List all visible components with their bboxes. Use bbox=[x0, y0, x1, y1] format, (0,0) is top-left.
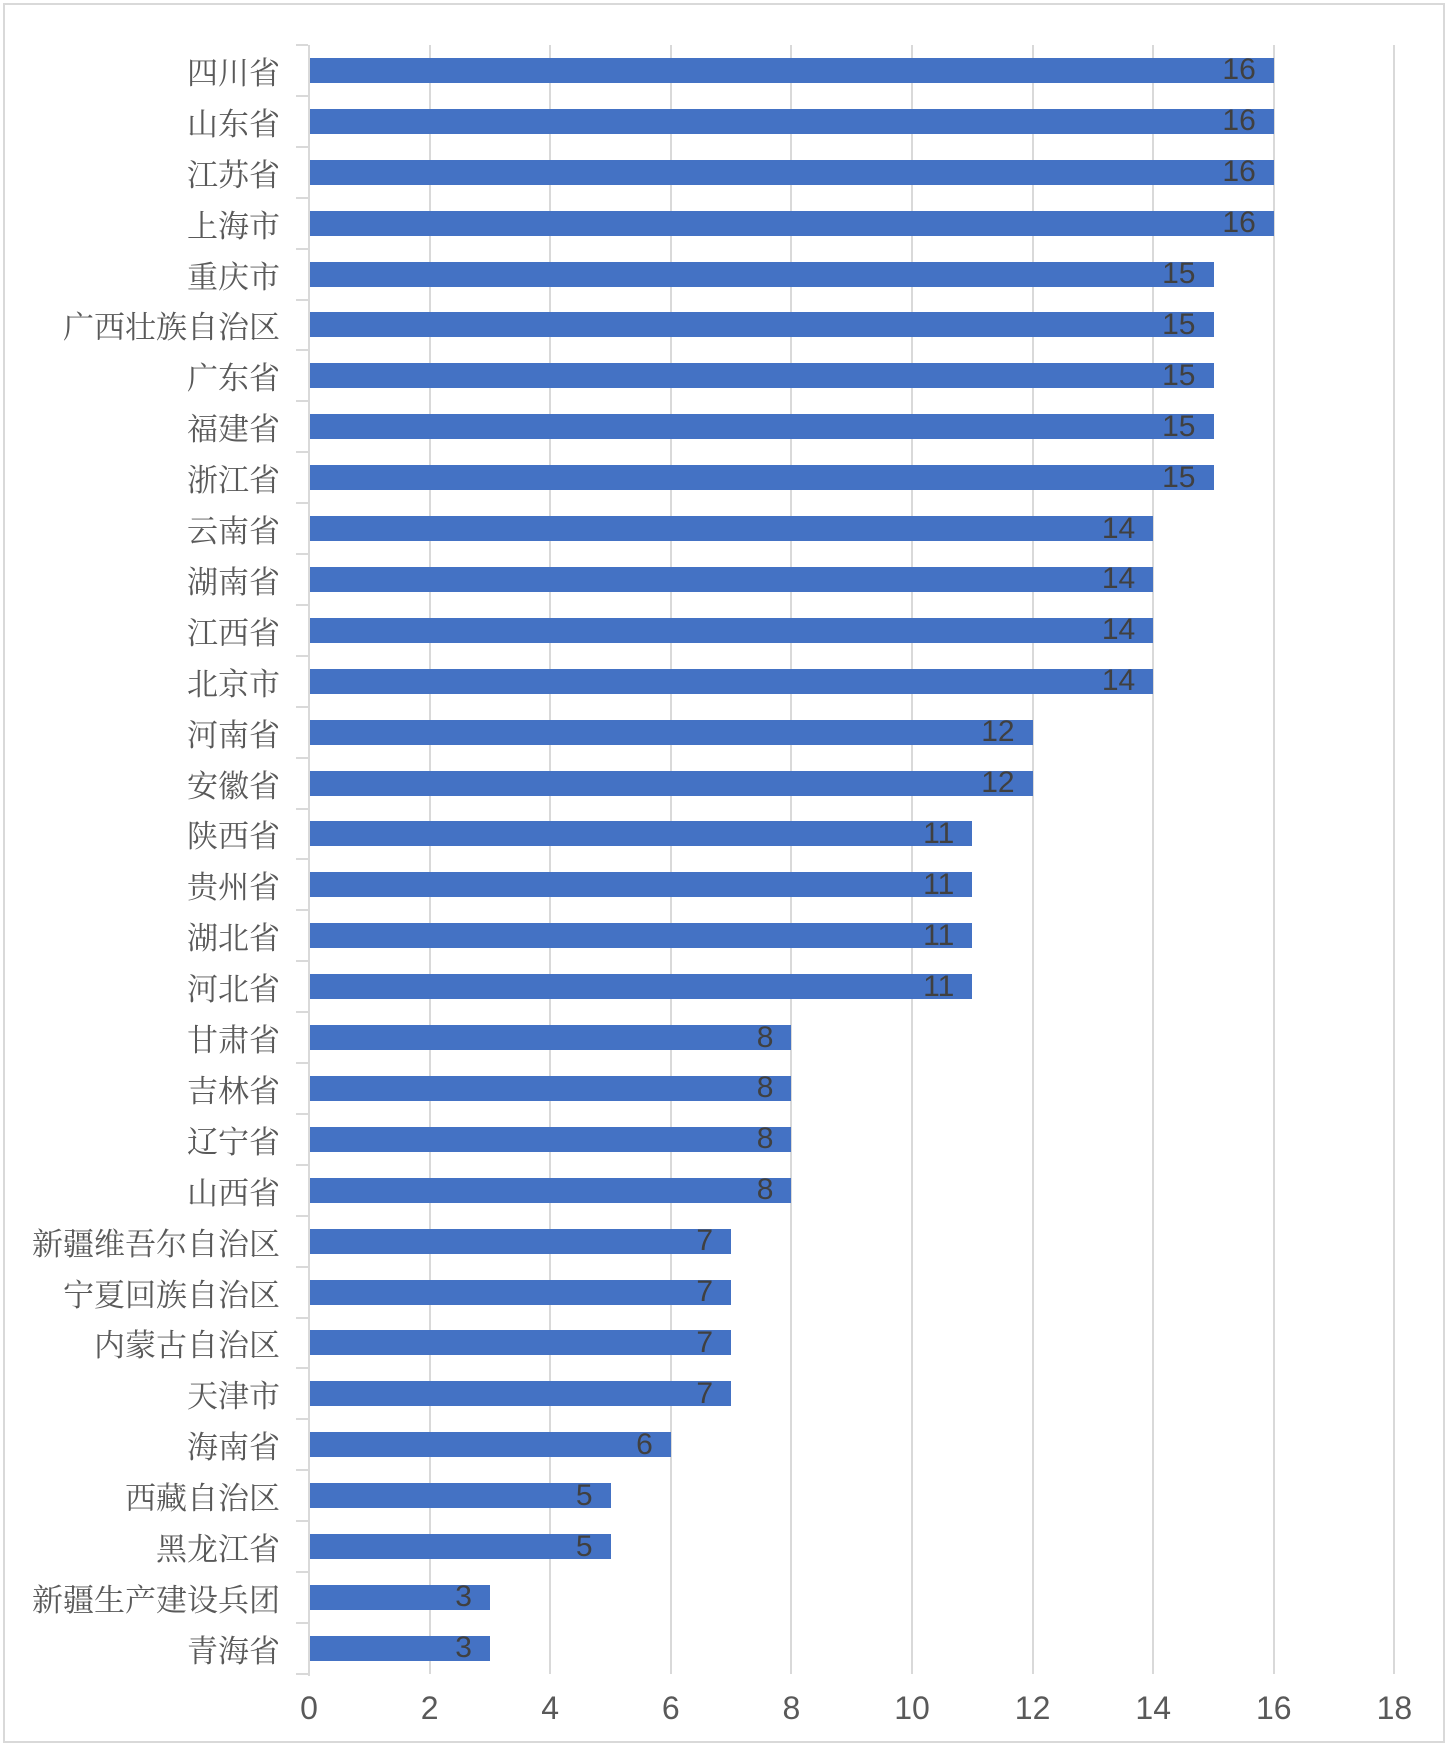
category-label-text: 江苏省 bbox=[187, 157, 280, 193]
bar-value-text: 14 bbox=[1101, 511, 1136, 545]
category-label-text: 青海省 bbox=[187, 1633, 280, 1669]
y-axis-tick bbox=[296, 248, 308, 250]
bar-value-label bbox=[1106, 206, 1256, 240]
category-label bbox=[0, 554, 280, 605]
bar-value-text: 3 bbox=[455, 1580, 472, 1614]
bar-value-text: 7 bbox=[696, 1325, 714, 1359]
category-label bbox=[0, 1063, 280, 1114]
category-label-text: 湖北省 bbox=[187, 921, 280, 957]
category-label bbox=[0, 198, 280, 249]
bar-value-text: 15 bbox=[1162, 409, 1196, 443]
y-axis-line bbox=[308, 45, 310, 1676]
x-axis-tick-label bbox=[1334, 1690, 1452, 1727]
category-label bbox=[0, 1318, 280, 1369]
bar-value-label bbox=[804, 919, 954, 953]
y-axis-tick bbox=[296, 197, 308, 199]
y-axis-tick bbox=[296, 1062, 308, 1064]
y-axis-tick bbox=[296, 1571, 308, 1573]
category-label-text: 陕西省 bbox=[187, 819, 280, 855]
x-axis-tick-label bbox=[611, 1690, 731, 1727]
x-axis-tick-text: 2 bbox=[420, 1690, 439, 1726]
bar-value-label bbox=[563, 1275, 713, 1309]
bar-value-text: 15 bbox=[1162, 307, 1196, 341]
y-axis-tick bbox=[296, 604, 308, 606]
x-axis-tick-text: 12 bbox=[1014, 1690, 1051, 1726]
y-axis-tick bbox=[296, 960, 308, 962]
bar-value-text: 5 bbox=[575, 1529, 593, 1563]
gridline-8 bbox=[790, 45, 792, 1674]
bar-value-label bbox=[804, 817, 954, 851]
bar-value-text: 14 bbox=[1101, 613, 1136, 647]
y-axis-tick bbox=[296, 1469, 308, 1471]
y-axis-tick bbox=[296, 1011, 308, 1013]
category-label-text: 天津市 bbox=[187, 1379, 280, 1415]
category-label-text: 北京市 bbox=[187, 666, 280, 702]
bar-value-text: 11 bbox=[923, 918, 955, 952]
x-axis-tick-text: 18 bbox=[1376, 1690, 1413, 1726]
bar-value-label bbox=[322, 1580, 472, 1614]
gridline-2 bbox=[429, 45, 431, 1674]
category-label-text: 江西省 bbox=[187, 615, 280, 651]
category-label bbox=[0, 452, 280, 503]
bar-value-text: 12 bbox=[981, 715, 1015, 749]
bar-value-text: 6 bbox=[636, 1427, 653, 1461]
category-label-text: 广西壮族自治区 bbox=[63, 310, 280, 346]
category-label-text: 新疆生产建设兵团 bbox=[32, 1582, 280, 1618]
category-label bbox=[0, 1216, 280, 1267]
bar-value-label bbox=[804, 868, 954, 902]
bar-value-label bbox=[1046, 410, 1196, 444]
x-axis-tick-text: 6 bbox=[661, 1690, 680, 1726]
bar-value-label bbox=[563, 1326, 713, 1360]
bar-value-label bbox=[623, 1021, 773, 1055]
bar-value-text: 16 bbox=[1222, 53, 1256, 87]
gridline-6 bbox=[670, 45, 672, 1674]
gridline-10 bbox=[911, 45, 913, 1674]
category-label bbox=[0, 910, 280, 961]
category-label bbox=[0, 96, 280, 147]
x-axis-tick-label bbox=[249, 1690, 369, 1727]
bar-value-label bbox=[1046, 257, 1196, 291]
category-label-text: 云南省 bbox=[187, 514, 280, 550]
category-label bbox=[0, 503, 280, 554]
bar-value-text: 8 bbox=[756, 1020, 774, 1054]
category-label-text: 内蒙古自治区 bbox=[94, 1328, 280, 1364]
category-label bbox=[0, 1267, 280, 1318]
bar-value-label bbox=[1046, 461, 1196, 495]
category-label bbox=[0, 1470, 280, 1521]
bar-value-label bbox=[563, 1377, 713, 1411]
category-label bbox=[0, 758, 280, 809]
bar-value-text: 15 bbox=[1162, 358, 1196, 392]
category-label bbox=[0, 809, 280, 860]
category-label-text: 浙江省 bbox=[187, 463, 280, 499]
bar-value-text: 14 bbox=[1101, 664, 1136, 698]
y-axis-tick bbox=[296, 400, 308, 402]
x-axis-tick-label bbox=[973, 1690, 1093, 1727]
category-label bbox=[0, 605, 280, 656]
x-axis-tick-label bbox=[852, 1690, 972, 1727]
category-label-text: 新疆维吾尔自治区 bbox=[32, 1226, 280, 1262]
y-axis-tick bbox=[296, 1418, 308, 1420]
category-label-text: 湖南省 bbox=[187, 564, 280, 600]
category-label bbox=[0, 1114, 280, 1165]
bar-value-text: 5 bbox=[575, 1478, 593, 1512]
category-label-text: 山东省 bbox=[187, 106, 280, 142]
category-label bbox=[0, 1623, 280, 1674]
x-axis-tick-label bbox=[370, 1690, 490, 1727]
bar-value-label bbox=[865, 715, 1015, 749]
y-axis-tick bbox=[296, 299, 308, 301]
bar-value-label bbox=[1046, 308, 1196, 342]
y-axis-tick bbox=[296, 1266, 308, 1268]
category-label-text: 四川省 bbox=[187, 55, 280, 91]
gridline-16 bbox=[1273, 45, 1275, 1674]
x-axis-tick-label bbox=[1214, 1690, 1334, 1727]
y-axis-tick bbox=[296, 1164, 308, 1166]
bar-value-label bbox=[985, 562, 1135, 596]
category-label bbox=[0, 45, 280, 96]
bar-value-label bbox=[503, 1428, 653, 1462]
bar-value-text: 11 bbox=[923, 969, 955, 1003]
bar-value-label bbox=[865, 766, 1015, 800]
bar-value-label bbox=[1106, 104, 1256, 138]
bar-value-label bbox=[804, 970, 954, 1004]
category-label-text: 吉林省 bbox=[187, 1073, 280, 1109]
category-label bbox=[0, 961, 280, 1012]
category-label-text: 黑龙江省 bbox=[156, 1532, 280, 1568]
category-label-text: 辽宁省 bbox=[187, 1124, 280, 1160]
bar-value-text: 7 bbox=[696, 1224, 714, 1258]
y-axis-tick bbox=[296, 909, 308, 911]
bar-value-text: 11 bbox=[923, 816, 955, 850]
x-axis-tick-text: 10 bbox=[894, 1690, 930, 1726]
y-axis-tick bbox=[296, 1622, 308, 1624]
category-label-text: 西藏自治区 bbox=[125, 1481, 280, 1517]
bar-value-label bbox=[443, 1479, 593, 1513]
bar-value-label bbox=[1106, 53, 1256, 87]
bar-value-label bbox=[563, 1224, 713, 1258]
bar-value-text: 15 bbox=[1162, 460, 1196, 494]
category-label bbox=[0, 1572, 280, 1623]
x-axis-tick-label bbox=[731, 1690, 851, 1727]
x-axis-tick-text: 0 bbox=[300, 1690, 318, 1726]
category-label-text: 宁夏回族自治区 bbox=[63, 1277, 280, 1313]
category-label bbox=[0, 249, 280, 300]
category-label bbox=[0, 1165, 280, 1216]
y-axis-tick bbox=[296, 95, 308, 97]
category-label-text: 广东省 bbox=[187, 361, 280, 397]
gridline-18 bbox=[1393, 45, 1395, 1674]
x-axis-tick-text: 14 bbox=[1135, 1690, 1171, 1726]
bar-value-label bbox=[623, 1071, 773, 1105]
bar-value-text: 14 bbox=[1101, 562, 1136, 596]
x-axis-tick-label bbox=[1093, 1690, 1213, 1727]
y-axis-tick bbox=[296, 1673, 308, 1675]
y-axis-tick bbox=[296, 1367, 308, 1369]
x-axis-tick-text: 8 bbox=[782, 1690, 801, 1726]
gridline-12 bbox=[1032, 45, 1034, 1674]
bar-value-label bbox=[443, 1530, 593, 1564]
category-label bbox=[0, 859, 280, 910]
x-axis-tick-text: 16 bbox=[1256, 1690, 1292, 1726]
category-label bbox=[0, 1419, 280, 1470]
category-label bbox=[0, 656, 280, 707]
bar-value-label bbox=[985, 664, 1135, 698]
bar-value-label bbox=[623, 1122, 773, 1156]
bar-value-text: 12 bbox=[981, 766, 1015, 800]
bar-value-text: 3 bbox=[455, 1631, 472, 1665]
category-label bbox=[0, 1521, 280, 1572]
x-axis-tick-label bbox=[490, 1690, 610, 1727]
bar-value-text: 8 bbox=[756, 1071, 774, 1105]
y-axis-tick bbox=[296, 655, 308, 657]
category-label bbox=[0, 300, 280, 351]
category-label-text: 甘肃省 bbox=[187, 1023, 280, 1059]
y-axis-tick bbox=[296, 808, 308, 810]
bar-value-label bbox=[985, 512, 1135, 546]
y-axis-tick bbox=[296, 858, 308, 860]
category-label bbox=[0, 707, 280, 758]
y-axis-tick bbox=[296, 553, 308, 555]
bar-value-label bbox=[623, 1173, 773, 1207]
category-label bbox=[0, 1368, 280, 1419]
bar-value-text: 11 bbox=[923, 867, 955, 901]
category-label-text: 海南省 bbox=[187, 1430, 280, 1466]
category-label bbox=[0, 401, 280, 452]
bar-value-label bbox=[1106, 155, 1256, 189]
y-axis-tick bbox=[296, 706, 308, 708]
y-axis-tick bbox=[296, 1520, 308, 1522]
category-label-text: 山西省 bbox=[187, 1175, 280, 1211]
y-axis-tick bbox=[296, 757, 308, 759]
category-label-text: 贵州省 bbox=[187, 870, 280, 906]
category-label bbox=[0, 147, 280, 198]
bar-value-text: 16 bbox=[1222, 206, 1256, 240]
y-axis-tick bbox=[296, 502, 308, 504]
category-label-text: 安徽省 bbox=[187, 768, 280, 804]
bar-value-text: 7 bbox=[696, 1376, 714, 1410]
y-axis-tick bbox=[296, 44, 308, 46]
bar-value-text: 16 bbox=[1222, 104, 1256, 138]
bar-value-label bbox=[322, 1631, 472, 1665]
bar-value-label bbox=[1046, 359, 1196, 393]
bar-value-text: 8 bbox=[756, 1173, 774, 1207]
category-label-text: 河北省 bbox=[187, 972, 280, 1008]
category-label-text: 河南省 bbox=[187, 717, 280, 753]
y-axis-tick bbox=[296, 1215, 308, 1217]
bar-value-text: 7 bbox=[696, 1275, 714, 1309]
bar-value-text: 15 bbox=[1162, 257, 1196, 291]
y-axis-tick bbox=[296, 1113, 308, 1115]
bar-value-label bbox=[985, 613, 1135, 647]
category-label-text: 重庆市 bbox=[187, 259, 280, 295]
category-label-text: 福建省 bbox=[187, 412, 280, 448]
y-axis-tick bbox=[296, 349, 308, 351]
x-axis-tick-text: 4 bbox=[541, 1690, 560, 1726]
bar-value-text: 16 bbox=[1222, 155, 1256, 189]
y-axis-tick bbox=[296, 146, 308, 148]
category-label-text: 上海市 bbox=[187, 208, 280, 244]
y-axis-tick bbox=[296, 1317, 308, 1319]
category-label bbox=[0, 1012, 280, 1063]
category-label bbox=[0, 350, 280, 401]
y-axis-tick bbox=[296, 451, 308, 453]
bar-value-text: 8 bbox=[756, 1122, 774, 1156]
